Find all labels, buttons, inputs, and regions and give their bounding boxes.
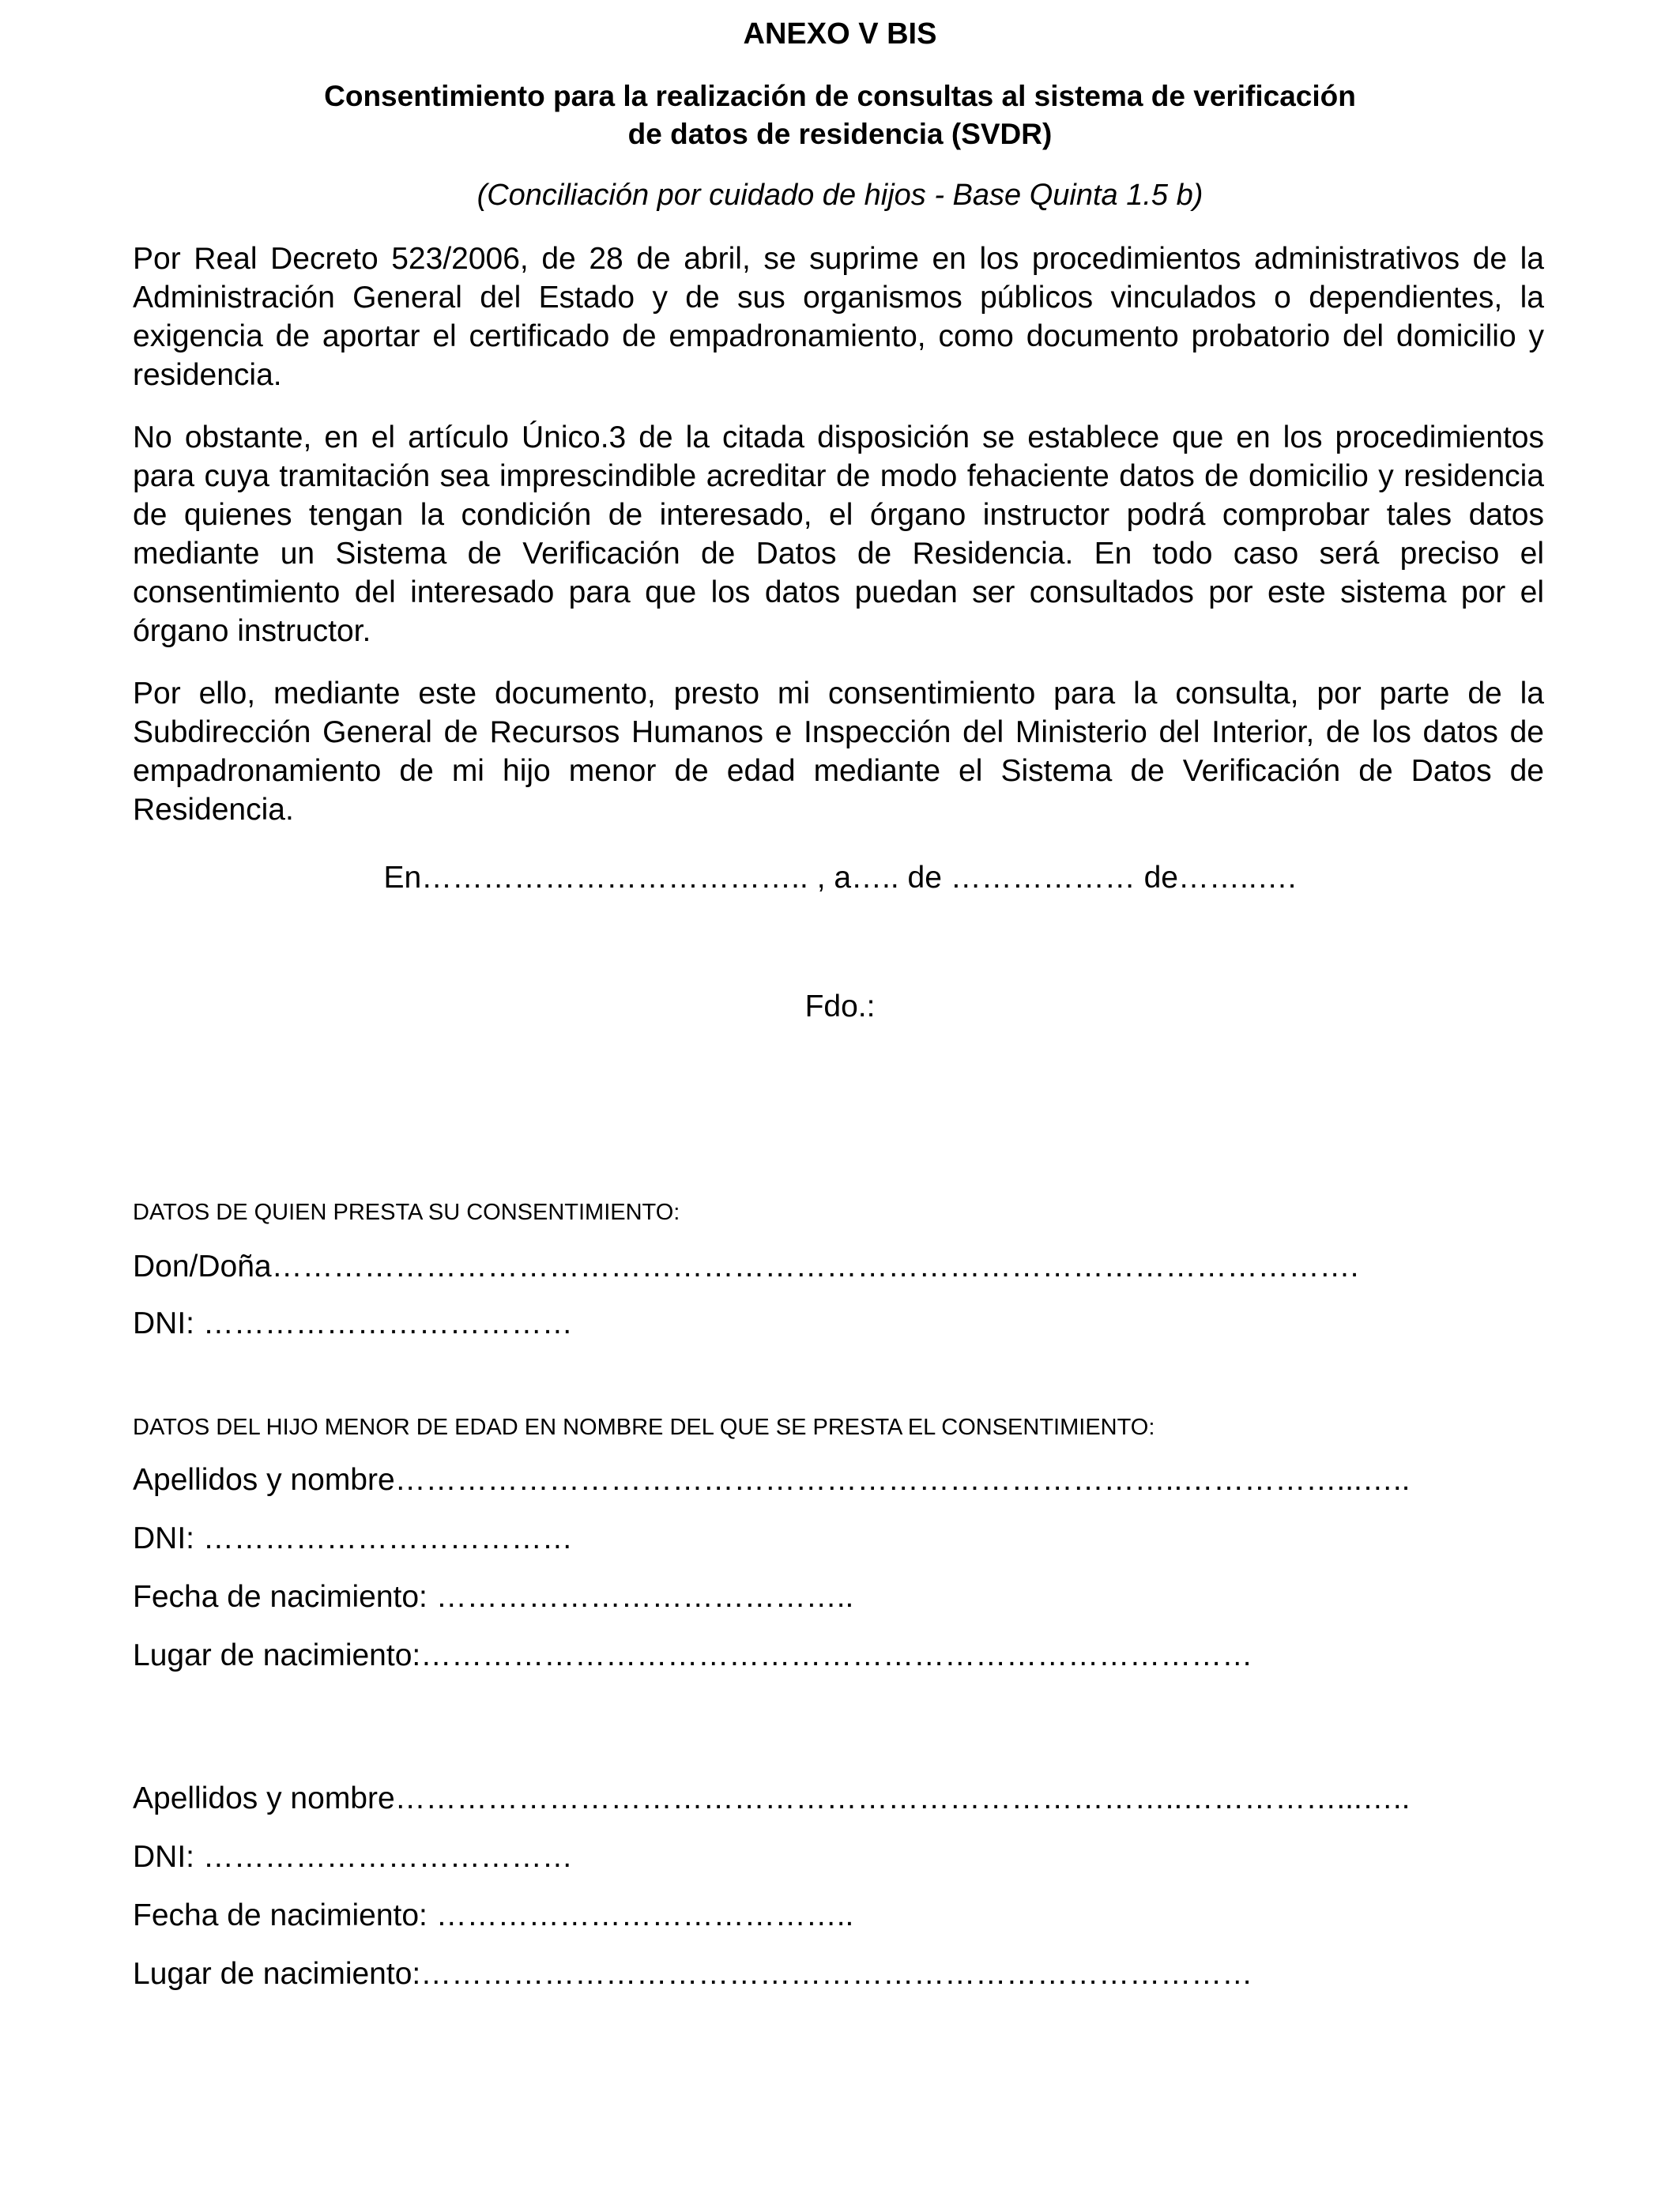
child-2-birth-place-field[interactable]: Lugar de nacimiento:……………………………………………………………………… xyxy=(133,1957,1253,1991)
paragraph-3: Por ello, mediante este documento, presto mi consentimiento para la consulta, por parte de la Subdirección General de Recursos Humanos e Inspección del Ministerio del Interior, de los datos de empadronamiento de mi hijo menor de edad mediante el Sistema de Verificación de Datos de Residencia. xyxy=(133,677,1544,827)
child-1-birth-date-field[interactable]: Fecha de nacimiento: ………………………………….. xyxy=(133,1580,854,1614)
subtitle-line-2: de datos de residencia (SVDR) xyxy=(627,118,1053,150)
child-section-heading: DATOS DEL HIJO MENOR DE EDAD EN NOMBRE DEL QUE SE PRESTA EL CONSENTIMIENTO: xyxy=(133,1415,1155,1440)
consenter-name-field[interactable]: Don/Doña……………………………………………………………………………………………. xyxy=(133,1250,1359,1284)
consenter-section-heading: DATOS DE QUIEN PRESTA SU CONSENTIMIENTO: xyxy=(133,1200,680,1225)
subtitle-line-1: Consentimiento para la realización de consultas al sistema de verificación xyxy=(324,80,1356,112)
paragraph-1: Por Real Decreto 523/2006, de 28 de abril, se suprime en los procedimientos administrativos de la Administración General del Estado y de sus organismos públicos vinculados o dependientes, la exigencia de aportar el certificado de empadronamiento, como documento probatorio del domicilio y residencia. xyxy=(133,242,1544,392)
child-1-dni-field[interactable]: DNI: ……………………………… xyxy=(133,1521,573,1555)
signature-label[interactable]: Fdo.: xyxy=(804,990,876,1023)
consenter-dni-field[interactable]: DNI: ……………………………… xyxy=(133,1306,573,1340)
document-title: ANEXO V BIS xyxy=(743,17,937,51)
document-subtitle xyxy=(0,77,1680,153)
child-1-birth-place-field[interactable]: Lugar de nacimiento:……………………………………………………………………… xyxy=(133,1638,1253,1672)
child-2-dni-field[interactable]: DNI: ……………………………… xyxy=(133,1840,573,1874)
document-note: (Conciliación por cuidado de hijos - Base Quinta 1.5 b) xyxy=(477,179,1203,212)
child-2-birth-date-field[interactable]: Fecha de nacimiento: ………………………………….. xyxy=(133,1898,854,1932)
paragraph-2: No obstante, en el artículo Único.3 de la citada disposición se establece que en los procedimientos para cuya tramitación sea imprescindible acreditar de modo fehaciente datos de domicilio y residencia de quienes tengan la condición de interesado, el órgano instructor podrá comprobar tales datos mediante un Sistema de Verificación de Datos de Residencia. En todo caso será preciso el consentimiento del interesado para que los datos puedan ser consultados por este sistema por el órgano instructor. xyxy=(133,420,1544,648)
child-1-name-field[interactable]: Apellidos y nombre…………………………………………………………………..……………...….. xyxy=(133,1463,1411,1497)
child-2-name-field[interactable]: Apellidos y nombre…………………………………………………………………..……………...….. xyxy=(133,1781,1411,1815)
place-date-line[interactable]: En……………………………….. , a….. de ……………… de……..…. xyxy=(383,861,1297,895)
